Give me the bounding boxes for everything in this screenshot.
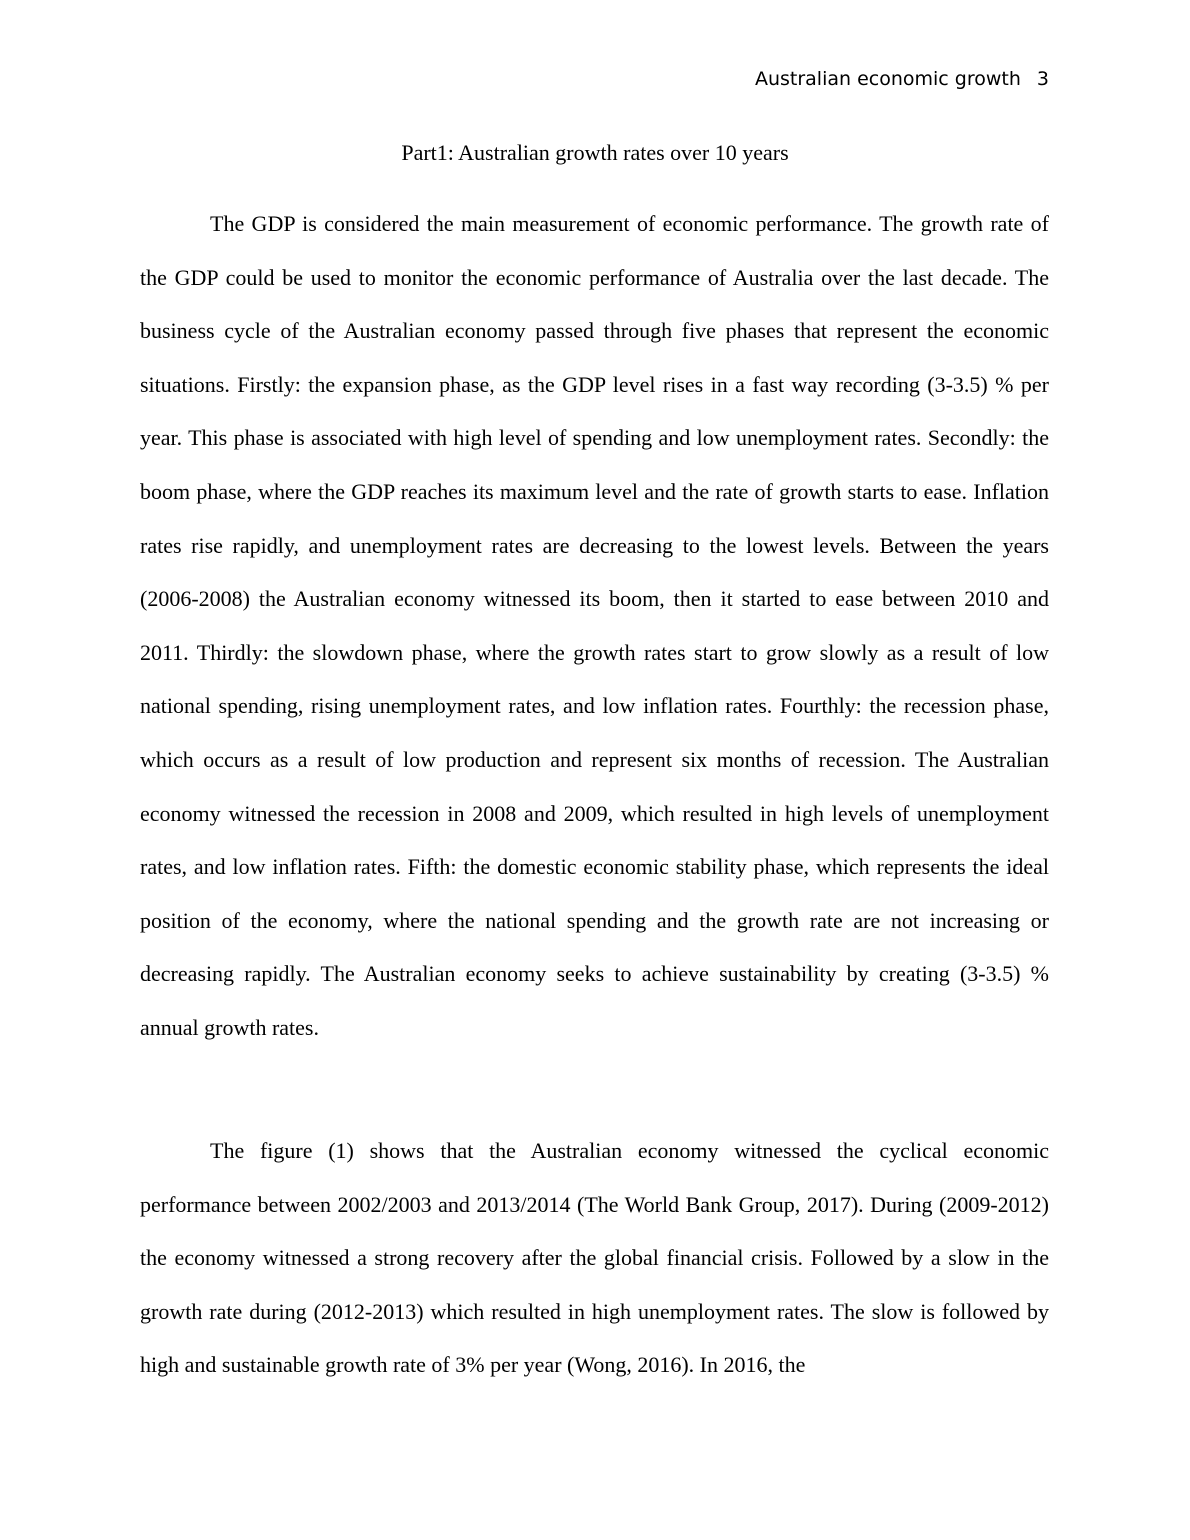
body-paragraph-1	[140, 197, 1049, 1055]
page-number: 3	[1036, 68, 1049, 90]
body-paragraph-2	[140, 1124, 1049, 1392]
section-title: Part1: Australian growth rates over 10 years	[401, 140, 789, 165]
paragraph-text: The GDP is considered the main measurement of economic performance. The growth rate of the GDP could be used to monitor the economic performance of Australia over the last decade. The business cycle of the Australian economy passed through five phases that represent the economic situations. Firstly: the expansion phase, as the GDP level rises in a fast way recording (3-3.5) % per year. This phase is associated with high level of spending and low unemployment rates. Secondly: the boom phase, where the GDP reaches its maximum level and the rate of growth starts to ease. Inflation rates rise rapidly, and unemployment rates are decreasing to the lowest levels. Between the years (2006-2008) the Australian economy witnessed its boom, then it started to ease between 2010 and 2011. Thirdly: the slowdown phase, where the growth rates start to grow slowly as a result of low national spending, rising unemployment rates, and low inflation rates. Fourthly: the recession phase, which occurs as a result of low production and represent six months of recession. The Australian economy witnessed the recession in 2008 and 2009, which resulted in high levels of unemployment rates, and low inflation rates. Fifth: the domestic economic stability phase, which represents the ideal position of the economy, where the national spending and the growth rate are not increasing or decreasing rapidly. The Australian economy seeks to achieve sustainability by creating (3-3.5) % annual growth rates.	[140, 211, 1049, 1040]
paragraph-text: The figure (1) shows that the Australian economy witnessed the cyclical economic performance between 2002/2003 and 2013/2014 (The World Bank Group, 2017). During (2009-2012) the economy witnessed a strong recovery after the global financial crisis. Followed by a slow in the growth rate during (2012-2013) which resulted in high unemployment rates. The slow is followed by high and sustainable growth rate of 3% per year (Wong, 2016). In 2016, the	[140, 1138, 1049, 1378]
running-head-title: Australian economic growth	[754, 68, 1021, 90]
running-head	[755, 68, 1049, 90]
